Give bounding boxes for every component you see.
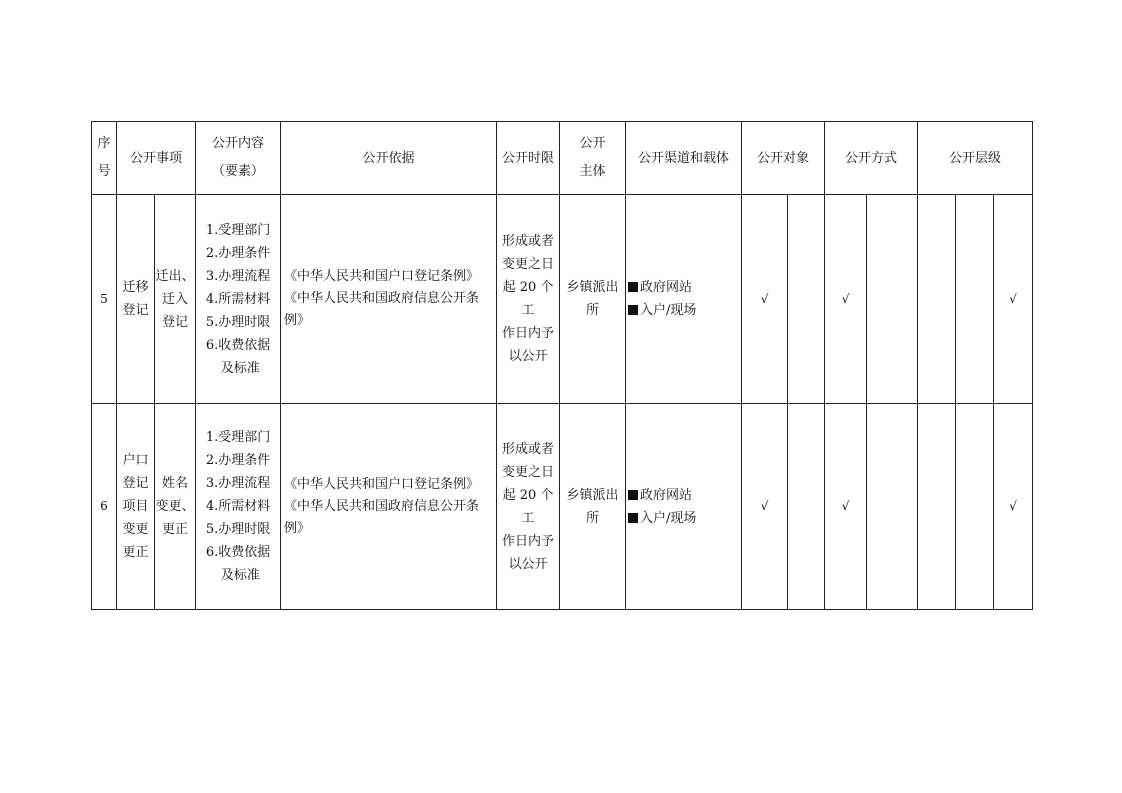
time-limit (497, 404, 560, 610)
element-item: 2.办理条件 (205, 453, 271, 468)
target-specific-cell (788, 404, 825, 610)
header-basis: 公开依据 (281, 122, 497, 195)
item-sub-line: 迁出、 (155, 268, 195, 284)
element-item: 1.受理部门 (205, 430, 271, 445)
item-sub (155, 195, 196, 404)
subject-cell (560, 195, 626, 404)
header-seq (92, 122, 117, 195)
time-line: 作日内予 (502, 533, 555, 549)
method-active-check: √ (825, 195, 867, 404)
element-item: 1.受理部门 (205, 222, 271, 238)
content-elements (196, 195, 281, 404)
element-item: 2.办理条件 (205, 245, 271, 261)
filled-square-icon (628, 305, 638, 315)
level-check: √ (994, 195, 1033, 404)
item-main-line: 更正 (122, 545, 149, 560)
item-main-line: 变更 (122, 522, 149, 537)
basis-line: 《中华人民共和国政府信息公开条 (284, 291, 480, 306)
header-seq-line: 序 (97, 136, 111, 151)
time-line: 形成或者 (502, 441, 555, 457)
time-line: 起 20 个工 (502, 280, 554, 318)
content-elements (196, 404, 281, 610)
channel-item (628, 280, 692, 295)
header-time: 公开时限 (497, 122, 560, 195)
target-specific-cell (788, 195, 825, 404)
item-sub-line: 更正 (162, 522, 189, 537)
subject-line: 乡镇派出 (566, 280, 619, 295)
subject-line: 所 (586, 303, 600, 318)
basis-line: 《中华人民共和国户口登记条例》 (284, 476, 480, 492)
header-channel: 公开渠道和载体 (626, 122, 742, 195)
filled-square-icon (628, 490, 638, 500)
channel-item (628, 488, 692, 503)
item-main (117, 404, 155, 610)
method-request-cell (867, 404, 918, 610)
method-request-cell (867, 195, 918, 404)
item-main (117, 195, 155, 404)
time-line: 变更之日 (502, 464, 555, 480)
time-line: 形成或者 (502, 234, 555, 249)
element-item: 3.办理流程 (205, 476, 271, 491)
element-item: 6.收费依据 (205, 337, 271, 353)
subject-cell (560, 404, 626, 610)
table-row (92, 404, 1033, 610)
filled-square-icon (628, 513, 638, 523)
basis-line: 《中华人民共和国户口登记条例》 (284, 269, 480, 284)
subject-line: 所 (586, 510, 600, 526)
level-cell-2 (956, 404, 994, 610)
channel-label: 政府网站 (640, 280, 693, 295)
basis-cell (281, 195, 497, 404)
element-item: 4.所需材料 (205, 499, 271, 514)
channel-label: 政府网站 (640, 487, 693, 503)
level-cell-1 (918, 195, 956, 404)
channel-label: 入户/现场 (640, 510, 697, 526)
channel-item (628, 303, 696, 318)
item-sub-line: 登记 (162, 314, 189, 330)
channel-item (628, 511, 696, 526)
time-line: 以公开 (508, 349, 548, 364)
time-limit (497, 195, 560, 404)
header-subject-line: 公开 (579, 136, 606, 151)
element-item-continued: 及标准 (220, 568, 260, 583)
channel-cell (626, 195, 742, 404)
table-row (92, 195, 1033, 404)
element-item: 4.所需材料 (205, 291, 271, 307)
time-line: 以公开 (508, 556, 548, 572)
element-item: 6.收费依据 (205, 545, 271, 560)
basis-line: 例》 (284, 313, 311, 328)
row-seq: 6 (92, 404, 117, 610)
item-main-line: 登记 (122, 303, 149, 318)
method-active-check: √ (825, 404, 867, 610)
time-line: 变更之日 (502, 257, 555, 272)
header-content-line: （要素） (212, 164, 265, 179)
channel-cell (626, 404, 742, 610)
header-item: 公开事项 (117, 122, 196, 195)
item-sub-line: 迁入 (162, 291, 189, 307)
disclosure-table (91, 121, 1033, 610)
target-all-check: √ (742, 404, 788, 610)
level-check: √ (994, 404, 1033, 610)
row-seq: 5 (92, 195, 117, 404)
header-content (196, 122, 281, 195)
time-line: 起 20 个工 (502, 487, 554, 526)
level-cell-2 (956, 195, 994, 404)
item-sub (155, 404, 196, 610)
filled-square-icon (628, 282, 638, 292)
header-method: 公开方式 (825, 122, 918, 195)
header-content-line: 公开内容 (212, 136, 265, 151)
item-main-line: 项目 (122, 499, 149, 514)
item-main-line: 户口 (122, 453, 149, 468)
item-sub-line: 姓名 (162, 476, 189, 491)
subject-line: 乡镇派出 (566, 487, 619, 503)
header-seq-line: 号 (97, 164, 111, 179)
header-level: 公开层级 (918, 122, 1033, 195)
header-subject (560, 122, 626, 195)
target-all-check: √ (742, 195, 788, 404)
header-subject-line: 主体 (579, 164, 606, 179)
element-item: 5.办理时限 (205, 522, 271, 537)
time-line: 作日内予 (502, 326, 555, 341)
basis-cell (281, 404, 497, 610)
level-cell-1 (918, 404, 956, 610)
header-row (92, 122, 1033, 195)
basis-line: 《中华人民共和国政府信息公开条 (284, 498, 480, 514)
item-sub-line: 变更、 (155, 499, 195, 514)
channel-label: 入户/现场 (640, 303, 697, 318)
basis-line: 例》 (284, 520, 311, 536)
element-item-continued: 及标准 (220, 360, 260, 376)
element-item: 3.办理流程 (205, 268, 271, 284)
item-main-line: 登记 (122, 476, 149, 491)
element-item: 5.办理时限 (205, 314, 271, 330)
item-main-line: 迁移 (122, 280, 149, 295)
header-target: 公开对象 (742, 122, 825, 195)
